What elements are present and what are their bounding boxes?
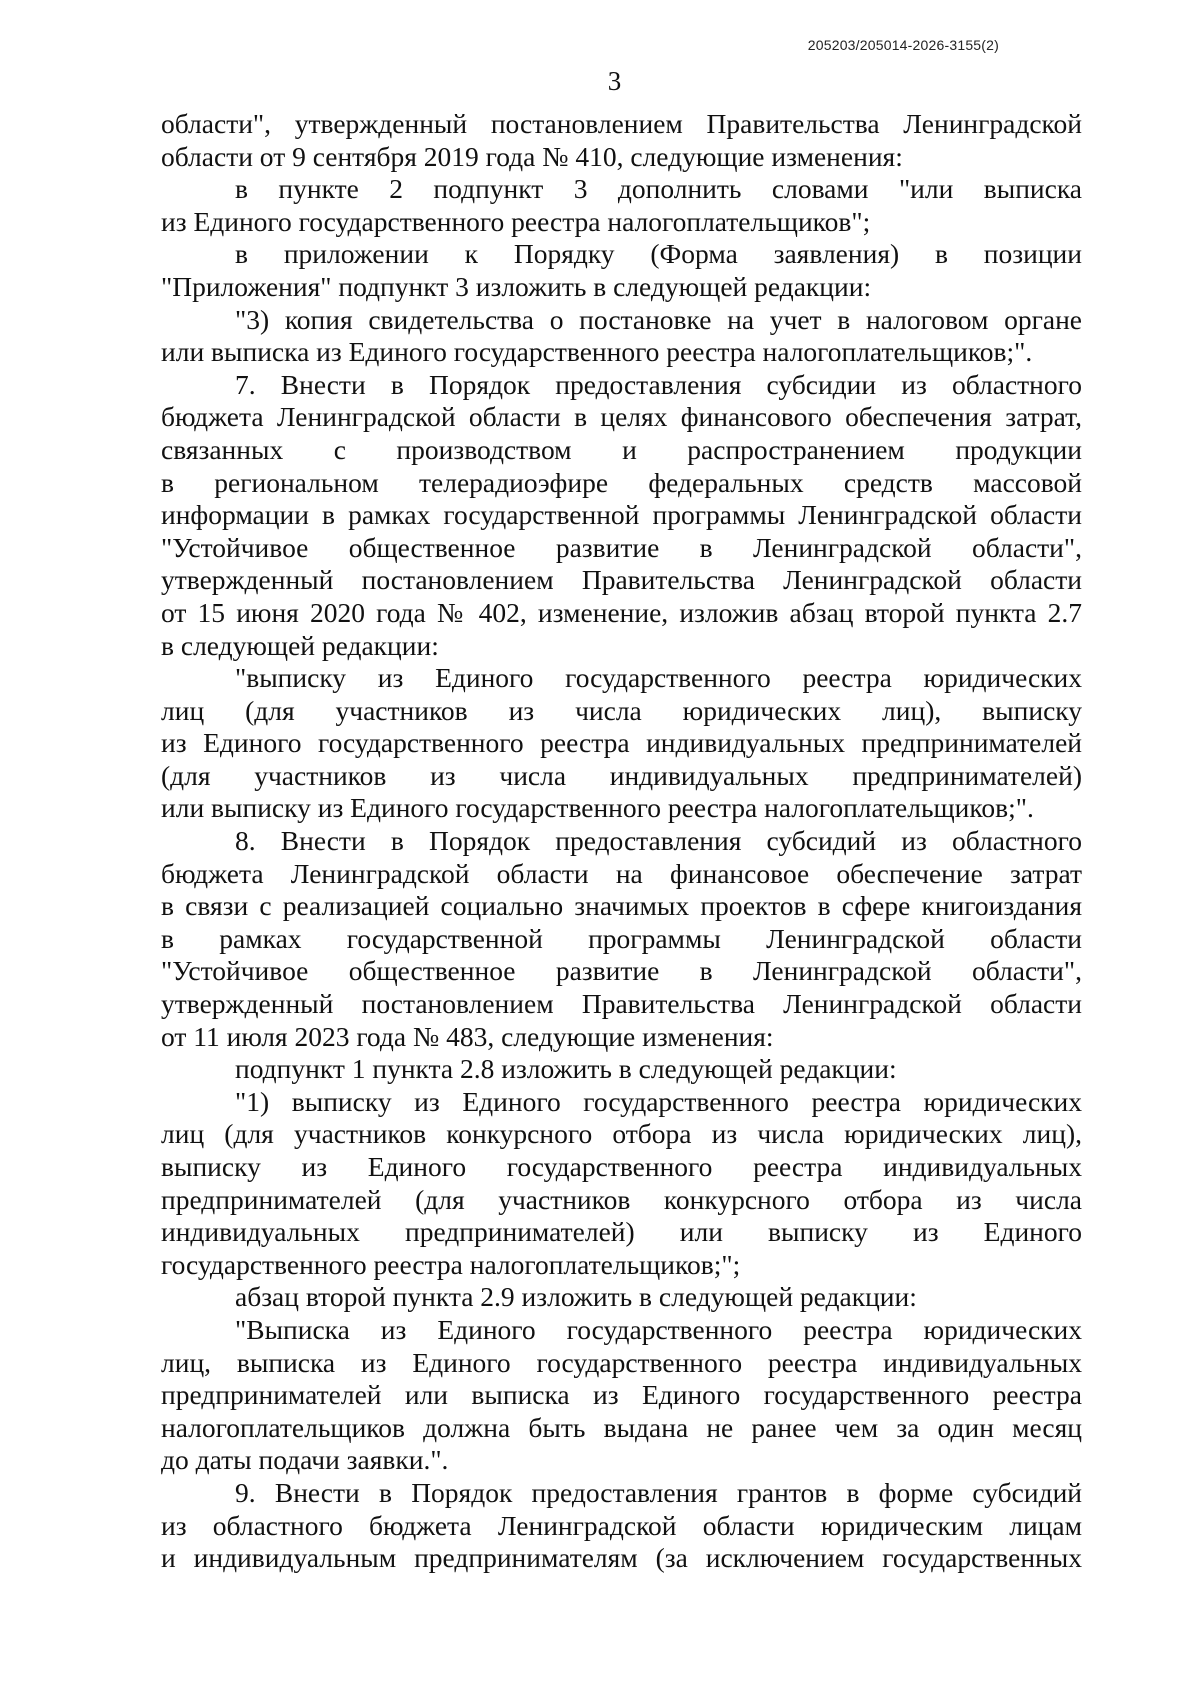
- text-line: 7. Внести в Порядок предоставления субсидии из областного: [235, 368, 1082, 400]
- text-line: абзац второй пункта 2.9 изложить в следующей редакции:: [235, 1281, 917, 1313]
- text-line: информации в рамках государственной программы Ленинградской области: [161, 499, 1082, 531]
- text-line: "Приложения" подпункт 3 изложить в следующей редакции:: [161, 270, 872, 302]
- text-line: в региональном телерадиоэфире федеральных средств массовой: [161, 466, 1082, 498]
- text-line: "3) копия свидетельства о постановке на учет в налоговом органе: [235, 303, 1082, 335]
- document-registration-number: 205203/205014-2026-3155(2): [807, 37, 999, 53]
- text-line: предпринимателей (для участников конкурсного отбора из числа: [161, 1183, 1082, 1215]
- document-body: [161, 108, 1082, 1575]
- text-line: или выписку из Единого государственного реестра налогоплательщиков;".: [161, 792, 1034, 824]
- text-line: из Единого государственного реестра налогоплательщиков";: [161, 205, 871, 237]
- text-line: "Выписка из Единого государственного реестра юридических: [235, 1313, 1082, 1345]
- text-line: в рамках государственной программы Ленинградской области: [161, 922, 1082, 954]
- text-line: лиц (для участников из числа юридических лиц), выписку: [161, 694, 1082, 726]
- text-line: предпринимателей или выписка из Единого государственного реестра: [161, 1379, 1082, 1411]
- text-line: бюджета Ленинградской области в целях финансового обеспечения затрат,: [161, 401, 1082, 433]
- text-line: связанных с производством и распространением продукции: [161, 433, 1082, 465]
- text-line: в приложении к Порядку (Форма заявления) в позиции: [235, 238, 1082, 270]
- text-line: 8. Внести в Порядок предоставления субсидий из областного: [235, 825, 1082, 857]
- text-line: или выписка из Единого государственного реестра налогоплательщиков;".: [161, 336, 1033, 368]
- text-line: "выписку из Единого государственного реестра юридических: [235, 662, 1082, 694]
- page-number: 3: [607, 66, 622, 96]
- text-line: в пункте 2 подпункт 3 дополнить словами "или выписка: [235, 173, 1082, 205]
- text-line: государственного реестра налогоплательщиков;";: [161, 1248, 741, 1280]
- text-line: утвержденный постановлением Правительства Ленинградской области: [161, 564, 1082, 596]
- text-line: "1) выписку из Единого государственного реестра юридических: [235, 1085, 1082, 1117]
- text-line: индивидуальных предпринимателей) или выписку из Единого: [161, 1216, 1082, 1248]
- text-line: в связи с реализацией социально значимых проектов в сфере книгоиздания: [161, 890, 1082, 922]
- text-line: выписку из Единого государственного реестра индивидуальных: [161, 1151, 1082, 1182]
- text-line: лиц, выписка из Единого государственного реестра индивидуальных: [161, 1346, 1082, 1378]
- text-line: из Единого государственного реестра индивидуальных предпринимателей: [161, 727, 1082, 759]
- text-line: "Устойчивое общественное развитие в Ленинградской области",: [161, 955, 1082, 987]
- text-line: утвержденный постановлением Правительства Ленинградской области: [161, 988, 1082, 1020]
- text-line: от 15 июня 2020 года № 402, изменение, изложив абзац второй пункта 2.7: [161, 596, 1082, 628]
- text-line: (для участников из числа индивидуальных предпринимателей): [161, 759, 1082, 791]
- text-line: налогоплательщиков должна быть выдана не ранее чем за один месяц: [161, 1411, 1082, 1443]
- text-line: бюджета Ленинградской области на финансовое обеспечение затрат: [161, 857, 1082, 889]
- text-line: "Устойчивое общественное развитие в Ленинградской области",: [161, 531, 1082, 563]
- text-line: 9. Внести в Порядок предоставления грантов в форме субсидий: [235, 1476, 1082, 1508]
- text-line: из областного бюджета Ленинградской области юридическим лицам: [161, 1509, 1082, 1541]
- text-line: от 11 июля 2023 года № 483, следующие изменения:: [161, 1020, 774, 1052]
- text-line: подпункт 1 пункта 2.8 изложить в следующей редакции:: [235, 1053, 897, 1085]
- text-line: области от 9 сентября 2019 года № 410, следующие изменения:: [161, 140, 903, 172]
- text-line: лиц (для участников конкурсного отбора из числа юридических лиц),: [161, 1118, 1082, 1150]
- text-line: до даты подачи заявки.".: [161, 1444, 449, 1476]
- text-line: в следующей редакции:: [161, 629, 439, 661]
- text-line: и индивидуальным предпринимателям (за исключением государственных: [161, 1542, 1082, 1574]
- text-line: области", утвержденный постановлением Правительства Ленинградской: [161, 108, 1082, 139]
